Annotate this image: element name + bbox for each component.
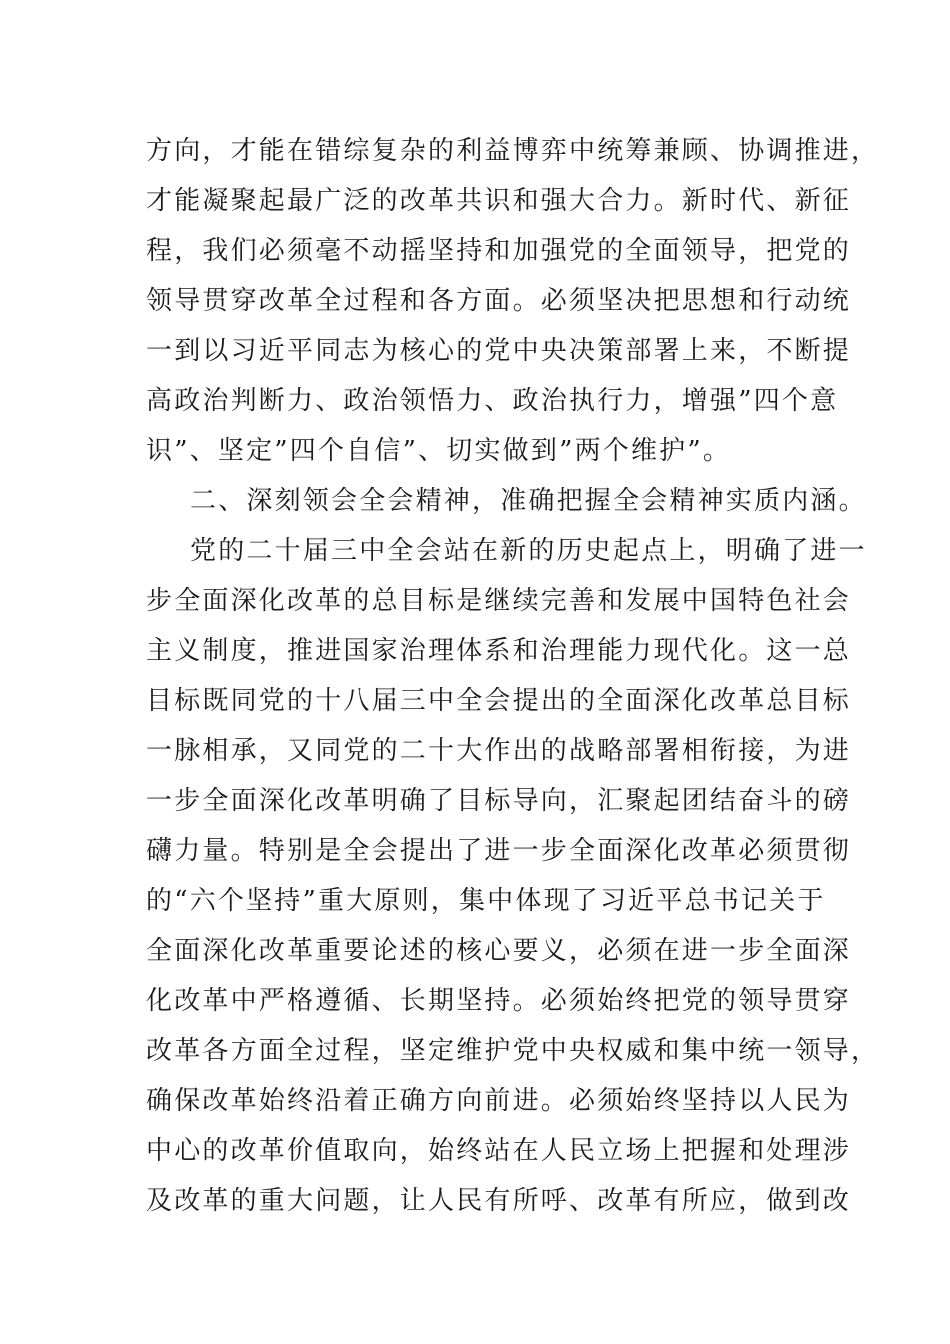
text-line: 确保改革始终沿着正确方向前进。必须始终坚持以人民为: [146, 1086, 852, 1116]
text-line: 党的二十届三中全会站在新的历史起点上，明确了进一: [190, 536, 867, 566]
text-line: 一脉相承，又同党的二十大作出的战略部署相衔接，为进: [146, 736, 852, 766]
section-heading: 二、深刻领会全会精神，准确把握全会精神实质内涵。: [190, 486, 867, 516]
text-line: 礴力量。特别是全会提出了进一步全面深化改革必须贯彻: [146, 836, 852, 866]
text-line: 的“六个坚持”重大原则，集中体现了习近平总书记关于: [146, 886, 826, 916]
text-line: 一到以习近平同志为核心的党中央决策部署上来，不断提: [146, 336, 852, 366]
text-line: 化改革中严格遵循、长期坚持。必须始终把党的领导贯穿: [146, 986, 852, 1016]
text-line: 才能凝聚起最广泛的改革共识和强大合力。新时代、新征: [146, 186, 852, 216]
text-line: 步全面深化改革的总目标是继续完善和发展中国特色社会: [146, 586, 852, 616]
document-body: [146, 126, 880, 1226]
text-line: 高政治判断力、政治领悟力、政治执行力，增强”四个意: [146, 386, 839, 416]
text-line: 中心的改革价值取向，始终站在人民立场上把握和处理涉: [146, 1136, 852, 1166]
text-line: 及改革的重大问题，让人民有所呼、改革有所应，做到改: [146, 1186, 852, 1216]
text-line: 目标既同党的十八届三中全会提出的全面深化改革总目标: [146, 686, 852, 716]
text-line: 一步全面深化改革明确了目标导向，汇聚起团结奋斗的磅: [146, 786, 852, 816]
text-line: 全面深化改革重要论述的核心要义，必须在进一步全面深: [146, 936, 852, 966]
text-line: 识”、坚定”四个自信”、切实做到”两个维护”。: [146, 436, 732, 466]
text-line: 方向，才能在错综复杂的利益博弈中统筹兼顾、协调推进，: [146, 136, 880, 166]
text-line: 改革各方面全过程，坚定维护党中央权威和集中统一领导，: [146, 1036, 880, 1066]
text-line: 领导贯穿改革全过程和各方面。必须坚决把思想和行动统: [146, 286, 852, 316]
text-line: 程，我们必须毫不动摇坚持和加强党的全面领导，把党的: [146, 236, 852, 266]
text-line: 主义制度，推进国家治理体系和治理能力现代化。这一总: [146, 636, 852, 666]
